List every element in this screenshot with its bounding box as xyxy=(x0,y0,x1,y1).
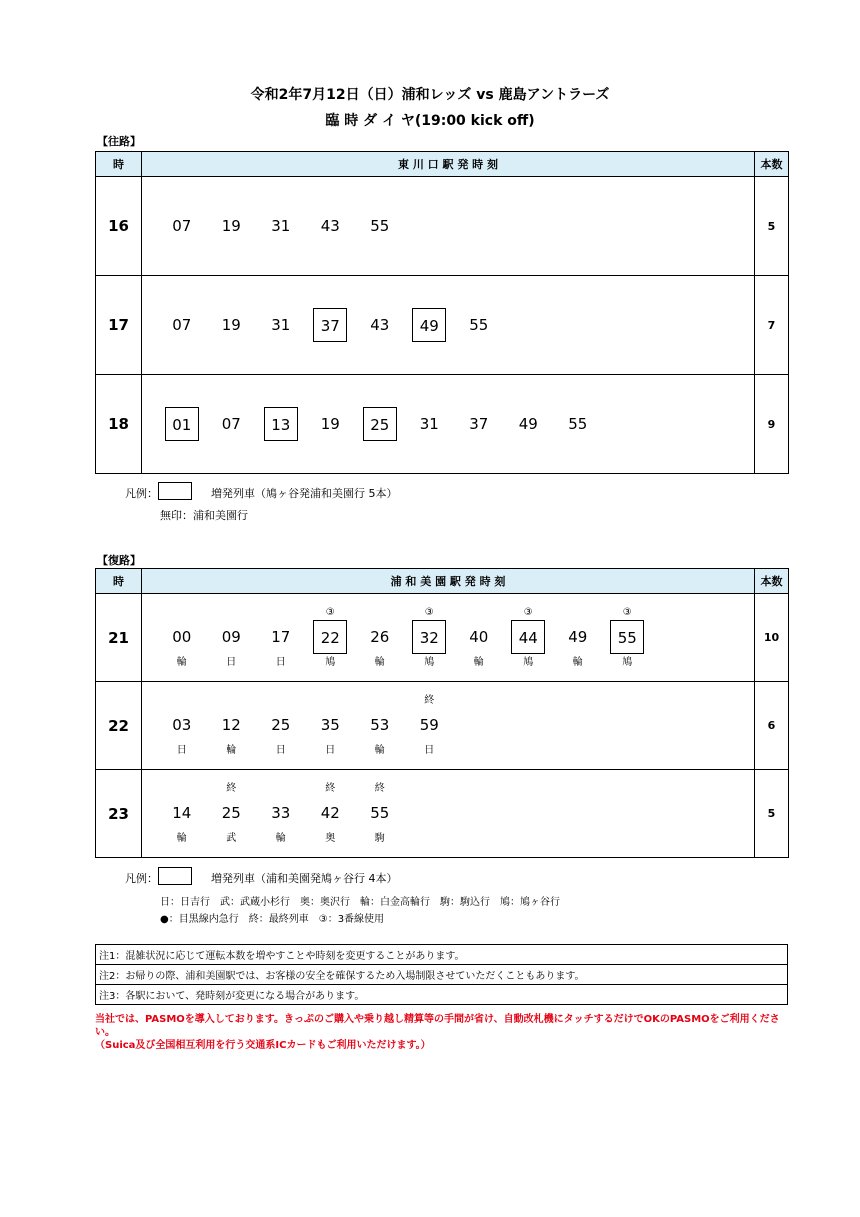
departure-time xyxy=(207,782,257,845)
count-column-header: 本数 xyxy=(755,152,789,177)
extra-train-minute: 01 xyxy=(165,407,199,441)
departure-time xyxy=(207,694,257,757)
note-1: 注1：混雑状況に応じて運転本数を増やすことや時刻を変更することがあります。 xyxy=(96,945,788,965)
departure-time xyxy=(355,407,405,441)
departure-time xyxy=(405,308,455,342)
count-cell: 5 xyxy=(755,177,789,276)
timetable-row xyxy=(96,770,789,858)
departure-minute: 55 xyxy=(370,804,390,822)
inbound-timetable xyxy=(95,568,789,858)
outbound-legend-label: 凡例： xyxy=(125,487,158,500)
page-title: 令和2年7月12日（日）浦和レッズ vs 鹿島アントラーズ xyxy=(250,87,610,103)
destination-mark: 輪 xyxy=(473,657,484,668)
departure-minute: 26 xyxy=(370,628,390,646)
hour-cell: 16 xyxy=(96,177,142,276)
departure-time xyxy=(504,606,554,669)
timetable-row xyxy=(96,177,789,276)
departure-time xyxy=(256,782,306,845)
departure-time xyxy=(306,782,356,845)
extra-train-minute: 44 xyxy=(511,620,545,654)
extra-train-minute: 55 xyxy=(610,620,644,654)
inbound-destination-key: 日：日吉行 武：武蔵小杉行 奥：奥沢行 輪：白金高輪行 駒：駒込行 鳩：鳩ヶ谷行 xyxy=(160,897,560,908)
departure-minute: 49 xyxy=(568,628,588,646)
minutes-cell xyxy=(142,177,755,276)
departure-minute: 19 xyxy=(221,316,241,334)
destination-mark: 武 xyxy=(226,833,237,844)
notes-table xyxy=(95,944,788,1005)
departure-time xyxy=(306,308,356,342)
destination-mark: 鳩 xyxy=(622,657,633,668)
departure-minute: 07 xyxy=(172,217,192,235)
extra-train-minute: 13 xyxy=(264,407,298,441)
departure-minute: 00 xyxy=(172,628,192,646)
count-column-header: 本数 xyxy=(755,569,789,594)
departure-minute: 55 xyxy=(469,316,489,334)
station-column-header: 浦 和 美 園 駅 発 時 刻 xyxy=(142,569,755,594)
departure-time xyxy=(157,308,207,342)
hour-cell: 17 xyxy=(96,276,142,375)
outbound-label: 【往路】 xyxy=(97,135,141,148)
note-2: 注2：お帰りの際、浦和美園駅では、お客様の安全を確保するため入場制限させていただくこともあります。 xyxy=(96,965,788,985)
extra-train-minute: 22 xyxy=(313,620,347,654)
destination-mark: 輪 xyxy=(176,833,187,844)
extra-train-minute: 49 xyxy=(412,308,446,342)
departure-time xyxy=(157,407,207,441)
destination-mark: 日 xyxy=(325,745,336,756)
departure-time xyxy=(306,694,356,757)
destination-mark: 日 xyxy=(226,657,237,668)
outbound-legend-text-2: 無印：浦和美園行 xyxy=(160,509,248,522)
departure-time xyxy=(256,606,306,669)
station-column-header: 東 川 口 駅 発 時 刻 xyxy=(142,152,755,177)
destination-mark: 日 xyxy=(176,745,187,756)
count-cell: 6 xyxy=(755,682,789,770)
outbound-legend-box xyxy=(158,482,192,500)
departure-minute: 43 xyxy=(370,316,390,334)
departure-minute: 07 xyxy=(172,316,192,334)
departure-time xyxy=(603,606,653,669)
departure-time xyxy=(553,407,603,441)
minutes-cell xyxy=(142,770,755,858)
departure-minute: 53 xyxy=(370,716,390,734)
minutes-cell xyxy=(142,276,755,375)
departure-time xyxy=(207,308,257,342)
departure-time xyxy=(157,694,207,757)
count-cell: 5 xyxy=(755,770,789,858)
departure-minute: 12 xyxy=(221,716,241,734)
departure-time xyxy=(256,209,306,243)
departure-time xyxy=(256,308,306,342)
count-cell: 10 xyxy=(755,594,789,682)
departure-note-mark: 終 xyxy=(424,695,435,706)
departure-minute: 31 xyxy=(419,415,439,433)
hour-cell: 22 xyxy=(96,682,142,770)
hour-cell: 18 xyxy=(96,375,142,474)
destination-mark: 鳩 xyxy=(325,657,336,668)
departure-time xyxy=(405,606,455,669)
departure-time xyxy=(157,782,207,845)
departure-time xyxy=(157,209,207,243)
note-3: 注3：各駅において、発時刻が変更になる場合があります。 xyxy=(96,985,788,1005)
timetable-row xyxy=(96,594,789,682)
departure-minute: 17 xyxy=(271,628,291,646)
departure-minute: 25 xyxy=(221,804,241,822)
pasmo-notice-line-2: （Suica及び全国相互利用を行う交通系ICカードもご利用いただけます。） xyxy=(95,1040,431,1051)
extra-train-minute: 25 xyxy=(363,407,397,441)
inbound-legend-text: 増発列車（浦和美園発鳩ヶ谷行 4本） xyxy=(211,872,398,885)
departure-note-mark: ③ xyxy=(622,607,632,618)
departure-minute: 43 xyxy=(320,217,340,235)
departure-minute: 55 xyxy=(370,217,390,235)
departure-time xyxy=(306,407,356,441)
hour-cell: 23 xyxy=(96,770,142,858)
departure-minute: 42 xyxy=(320,804,340,822)
departure-time xyxy=(306,209,356,243)
departure-time xyxy=(355,782,405,845)
departure-minute: 35 xyxy=(320,716,340,734)
inbound-legend-label: 凡例： xyxy=(125,872,158,885)
destination-mark: 輪 xyxy=(572,657,583,668)
outbound-timetable xyxy=(95,151,789,474)
departure-minute: 33 xyxy=(271,804,291,822)
departure-time xyxy=(553,606,603,669)
departure-note-mark: 終 xyxy=(226,783,237,794)
destination-mark: 日 xyxy=(275,657,286,668)
timetable-row xyxy=(96,276,789,375)
count-cell: 9 xyxy=(755,375,789,474)
departure-time xyxy=(454,606,504,669)
departure-note-mark: 終 xyxy=(325,783,336,794)
minutes-cell xyxy=(142,594,755,682)
departure-time xyxy=(256,694,306,757)
departure-note-mark: 終 xyxy=(374,783,385,794)
outbound-legend-text: 増発列車（鳩ヶ谷発浦和美園行 5本） xyxy=(211,487,398,500)
extra-train-minute: 37 xyxy=(313,308,347,342)
departure-time xyxy=(454,407,504,441)
departure-time xyxy=(355,694,405,757)
departure-time xyxy=(355,308,405,342)
timetable-row xyxy=(96,682,789,770)
departure-minute: 55 xyxy=(568,415,588,433)
departure-time xyxy=(207,209,257,243)
departure-minute: 40 xyxy=(469,628,489,646)
hour-cell: 21 xyxy=(96,594,142,682)
departure-note-mark: ③ xyxy=(424,607,434,618)
hour-column-header: 時 xyxy=(96,569,142,594)
departure-time xyxy=(306,606,356,669)
destination-mark: 輪 xyxy=(176,657,187,668)
inbound-legend-box xyxy=(158,867,192,885)
destination-mark: 鳩 xyxy=(523,657,534,668)
departure-minute: 25 xyxy=(271,716,291,734)
departure-minute: 31 xyxy=(271,217,291,235)
departure-minute: 19 xyxy=(221,217,241,235)
departure-time xyxy=(355,606,405,669)
destination-mark: 輪 xyxy=(374,657,385,668)
destination-mark: 輪 xyxy=(226,745,237,756)
departure-minute: 37 xyxy=(469,415,489,433)
departure-minute: 19 xyxy=(320,415,340,433)
destination-mark: 輪 xyxy=(275,833,286,844)
timetable-row xyxy=(96,375,789,474)
departure-minute: 07 xyxy=(221,415,241,433)
departure-time xyxy=(207,606,257,669)
departure-time xyxy=(405,694,455,757)
departure-time xyxy=(355,209,405,243)
departure-time xyxy=(454,308,504,342)
count-cell: 7 xyxy=(755,276,789,375)
departure-minute: 03 xyxy=(172,716,192,734)
departure-time xyxy=(207,407,257,441)
inbound-label: 【復路】 xyxy=(97,554,141,567)
departure-note-mark: ③ xyxy=(523,607,533,618)
pasmo-notice-line-1: 当社では、PASMOを導入しております。きっぷのご購入や乗り越し精算等の手間が省け、自動改札機にタッチするだけでOKのPASMOをご利用ください。 xyxy=(95,1014,780,1038)
pasmo-notice xyxy=(95,1013,795,1052)
departure-minute: 14 xyxy=(172,804,192,822)
departure-note-mark: ③ xyxy=(325,607,335,618)
departure-minute: 09 xyxy=(221,628,241,646)
minutes-cell xyxy=(142,375,755,474)
destination-mark: 鳩 xyxy=(424,657,435,668)
extra-train-minute: 32 xyxy=(412,620,446,654)
destination-mark: 駒 xyxy=(374,833,385,844)
departure-minute: 31 xyxy=(271,316,291,334)
departure-time xyxy=(504,407,554,441)
destination-mark: 輪 xyxy=(374,745,385,756)
departure-time xyxy=(157,606,207,669)
departure-minute: 59 xyxy=(419,716,439,734)
minutes-cell xyxy=(142,682,755,770)
inbound-symbol-key: ●：目黒線内急行 終：最終列車 ③：3番線使用 xyxy=(160,914,385,925)
destination-mark: 日 xyxy=(275,745,286,756)
departure-minute: 49 xyxy=(518,415,538,433)
destination-mark: 奥 xyxy=(325,833,336,844)
page-subtitle: 臨 時 ダ イ ヤ(19:00 kick off) xyxy=(325,113,535,129)
destination-mark: 日 xyxy=(424,745,435,756)
departure-time xyxy=(256,407,306,441)
departure-time xyxy=(405,407,455,441)
hour-column-header: 時 xyxy=(96,152,142,177)
